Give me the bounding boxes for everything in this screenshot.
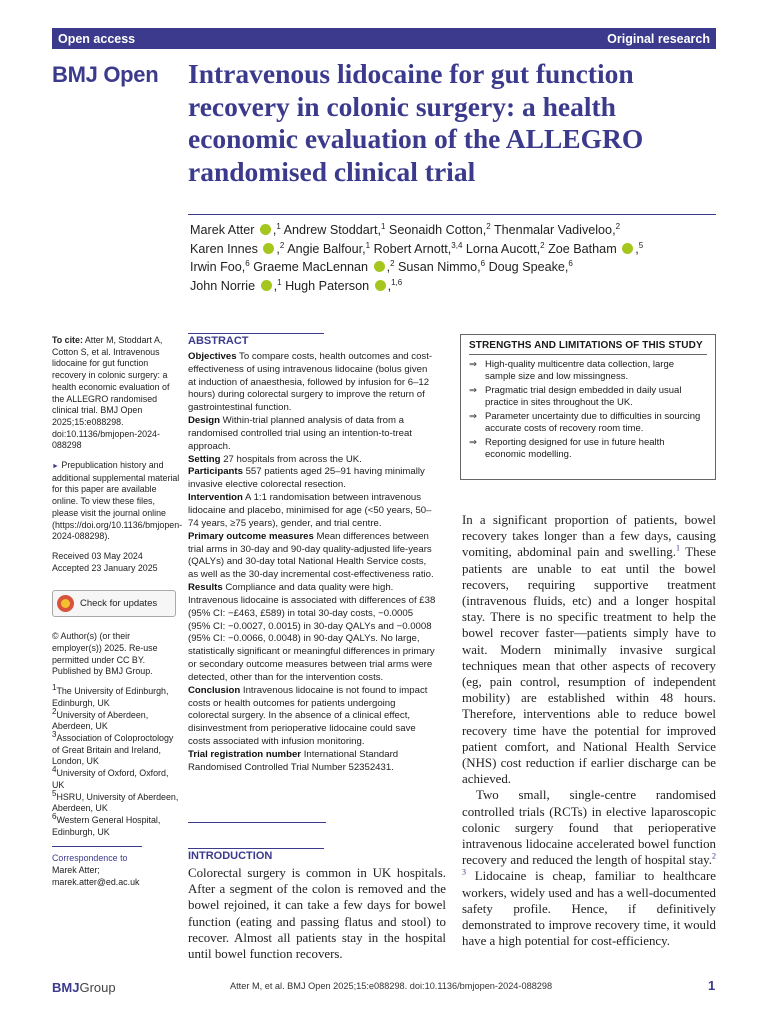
author-name: Hugh Paterson xyxy=(285,278,370,293)
body-text-column xyxy=(462,512,716,949)
double-arrow-icon: ⇒ xyxy=(469,359,477,370)
abstract-paragraph xyxy=(188,582,436,685)
affiliation-number: 1 xyxy=(52,683,57,693)
abstract-text: Intravenous lidocaine is not found to impact costs or health outcomes for patients undergoing colorectal surgery. In the absence of a clinical effect, disinvestment from perioperative lidocaine could save costs associated with infusion monitoring. xyxy=(188,684,428,748)
prepub-note xyxy=(52,460,183,543)
introduction-heading: INTRODUCTION xyxy=(188,848,324,862)
author-name: Karen Innes xyxy=(190,241,258,256)
abstract-label: Design xyxy=(188,415,220,427)
abstract-paragraph xyxy=(188,351,436,415)
body-text: These patients are unable to eat until the bowel recovers, requiring supportive treatment (intravenous fluids, etc) and a longer hospital stay. There is no specific treatment to help the bowel recover faster—patients simply have to wait. Modern minimally invasive surgical techniques mean that other aspects of recovery (eg, pain control, resumption of independent mobility) are established within 48 hours. Therefore, interventions able to reduce bowel recovery time have the potential for improved patient comfort, and National Health Service (NHS) cost reduction if earlier discharge can be achieved. xyxy=(462,545,716,787)
affiliation-number: 2 xyxy=(52,706,57,716)
abstract-text: Within-trial planned analysis of data from a randomised controlled trial using an intention-to-treat approach. xyxy=(188,415,412,452)
affiliation-marker: 2 xyxy=(486,221,491,231)
author-line: Irwin Foo,$^6$ Graeme MacLennan ,$^2$ Susan Nimmo,$^6$ Doug Speake,$^6$ xyxy=(190,259,573,275)
author-name: Angie Balfour xyxy=(287,241,363,256)
orcid-icon[interactable] xyxy=(263,243,274,254)
body-text: Two small, single-centre randomised controlled trials (RCTs) in elective laparoscopic colonic surgery found that perioperative intravenous lidocaine accelerated bowel function recovery and reduced the length of hospital stay. xyxy=(462,788,716,868)
abstract-paragraph xyxy=(188,466,436,492)
abstract-paragraph xyxy=(188,749,436,775)
abstract-text: 557 patients aged 25–91 having minimally invasive elective colorectal resection. xyxy=(188,466,425,491)
affiliation-text: HSRU, University of Aberdeen, Aberdeen, UK xyxy=(52,791,179,814)
correspondence-divider xyxy=(52,846,142,847)
strength-item xyxy=(469,411,707,435)
affiliation-marker: 2 xyxy=(615,221,621,231)
page-number: 1 xyxy=(708,978,716,993)
citation-block xyxy=(52,335,180,452)
author-name: Lorna Aucott xyxy=(465,241,537,256)
affiliation-marker: 3,4 xyxy=(451,240,463,250)
affiliation-text: Western General Hospital, Edinburgh, UK xyxy=(52,814,161,837)
footer-citation: Atter M, et al. BMJ Open 2025;15:e088298. doi:10.1136/bmjopen-2024-088298 xyxy=(230,981,553,991)
abstract-text: International Standard Randomised Controlled Trial Number 52352431. xyxy=(188,749,399,773)
prepub-text: Prepublication history and additional supplemental material for this paper are available online. To view these files, please visit the journal online (https://doi.org/10.1136/bmjopen-2024-088298). xyxy=(52,460,183,542)
author-name: Zoe Batham xyxy=(548,241,617,256)
affiliation-item xyxy=(52,683,180,709)
body-paragraph xyxy=(462,512,716,787)
double-arrow-icon: ⇒ xyxy=(469,437,477,448)
strength-item xyxy=(469,437,707,461)
author-divider xyxy=(188,214,716,215)
abstract-text: A 1:1 randomisation between intravenous lidocaine and placebo, minimised for age (<50 years, 50–74 years, ≥75 years), gender, and trial centre. xyxy=(188,492,432,529)
affiliation-marker: 2 xyxy=(279,240,285,250)
affiliation-item xyxy=(52,730,180,768)
affiliation-marker: 6 xyxy=(568,259,573,268)
abstract-paragraph xyxy=(188,454,436,467)
accepted-date: Accepted 23 January 2025 xyxy=(52,562,158,573)
strength-text: Parameter uncertainty due to difficulties in sourcing accurate costs of recovery room time. xyxy=(485,411,701,434)
affiliation-item xyxy=(52,811,180,838)
orcid-icon[interactable] xyxy=(261,280,272,291)
article-type-label: Original research xyxy=(607,31,710,46)
strength-text: Reporting designed for use in future health economic modelling. xyxy=(485,437,665,460)
orcid-icon[interactable] xyxy=(374,261,385,272)
author-name: Marek Atter xyxy=(190,223,255,237)
introduction-section xyxy=(188,848,446,962)
author-line: Marek Atter ,$^1$ Andrew Stoddart,$^1$ Seonaidh Cotton,$^2$ Thenmalar Vadiveloo,$^2$ xyxy=(190,221,621,237)
abstract-paragraph xyxy=(188,492,436,531)
reference-link[interactable]: 2 3 xyxy=(462,851,716,878)
orcid-icon[interactable] xyxy=(260,224,271,235)
affiliation-text: Association of Coloproctology of Great Britain and Ireland, London, UK xyxy=(52,732,174,767)
body-paragraph xyxy=(462,787,716,949)
body-text: In a significant proportion of patients, bowel recovery takes longer than a few days, causing vomiting, abdominal pain and swelling. xyxy=(462,513,716,560)
author-name: Graeme MacLennan xyxy=(253,260,369,275)
double-arrow-icon: ⇒ xyxy=(469,411,477,422)
affiliation-marker: 6 xyxy=(245,259,250,268)
strength-text: Pragmatic trial design embedded in daily usual practice in sites throughout the UK. xyxy=(485,385,682,408)
author-name: Thenmalar Vadiveloo xyxy=(493,223,613,237)
strengths-limitations-box xyxy=(460,334,716,480)
author-name: Irwin Foo xyxy=(190,260,242,275)
author-line: Karen Innes ,$^2$ Angie Balfour,$^1$ Robert Arnott,$^{3,4}$ Lorna Aucott,$^2$ Zoe Batham ,$^5$ xyxy=(190,240,644,256)
affiliation-number: 5 xyxy=(52,788,57,798)
correspondence-label: Correspondence to xyxy=(52,853,128,864)
author-name: Seonaidh Cotton xyxy=(388,223,483,237)
abstract-label: Intervention xyxy=(188,492,243,504)
affiliation-text: University of Oxford, Oxford, UK xyxy=(52,768,169,790)
abstract-body xyxy=(188,351,436,775)
affiliation-item xyxy=(52,706,180,733)
author-list xyxy=(190,221,716,295)
author-name: John Norrie xyxy=(190,278,256,293)
correspondence-email[interactable]: marek.atter@ed.ac.uk xyxy=(52,876,140,887)
abstract-label: Results xyxy=(188,582,223,594)
strength-text: High-quality multicentre data collection, large sample size and low missingness. xyxy=(485,359,675,382)
affiliation-marker: 5 xyxy=(638,240,644,250)
body-text: Lidocaine is cheap, familiar to healthcare workers, widely used and has a well-documented safety profile. Hence, if definitively demonstrated to improve recovery time, it would have a high potential for cost-efficiency. xyxy=(462,869,716,949)
top-banner xyxy=(52,28,716,49)
affiliation-marker: 6 xyxy=(480,259,486,268)
page-footer xyxy=(0,976,768,996)
affiliation-marker: 1 xyxy=(277,277,282,287)
affiliation-item xyxy=(52,765,180,791)
affiliation-marker: 1,6 xyxy=(391,277,403,287)
affiliation-text: University of Aberdeen, Aberdeen, UK xyxy=(52,709,149,732)
cite-text: Atter M, Stoddart A, Cotton S, et al. Intravenous lidocaine for gut function recovery in colonic surgery: a health economic evaluation of the ALLEGRO randomised clinical trial. BMJ Open 2025;15:e088298. doi:10.1136/bmjopen-2024-088298 xyxy=(52,335,170,451)
abstract-label: Setting xyxy=(188,453,221,465)
abstract-text: 27 hospitals from across the UK. xyxy=(223,453,362,465)
abstract-text: To compare costs, health outcomes and cost-effectiveness of using intravenous lidocaine (bolus given at induction of anaesthesia, followed by infusion for 6–12 hours) during colorectal surgery to improve the return of gastrointestinal function. xyxy=(188,350,433,414)
affiliation-number: 6 xyxy=(52,811,57,821)
abstract-label: Objectives xyxy=(188,350,237,362)
author-name: Robert Arnott xyxy=(373,241,448,256)
abstract-text: Mean differences between trial arms in 30-day and 90-day quality-adjusted life-years (QALYs) and 30-day total National Health Service costs, as well as the 30-day incremental cost-effectiveness ratio. xyxy=(188,530,434,581)
author-name: Doug Speake xyxy=(488,260,565,275)
left-sidebar xyxy=(52,335,183,888)
affiliation-number: 3 xyxy=(52,730,57,740)
article-title: Intravenous lidocaine for gut function recovery in colonic surgery: a health economic evaluation of the ALLEGRO randomised clinical trial xyxy=(188,58,644,187)
affiliation-number: 4 xyxy=(52,765,57,775)
journal-logo: BMJ Open xyxy=(52,62,159,87)
check-for-updates-button[interactable] xyxy=(52,590,176,617)
affiliation-marker: 2 xyxy=(390,259,395,268)
abstract-end-divider xyxy=(188,822,326,823)
orcid-icon[interactable] xyxy=(375,280,386,291)
publisher-logo-rest: Group xyxy=(79,980,116,995)
abstract-text: Compliance and data quality were high. Intravenous lidocaine is associated with differences of £38 (95% CI: −£463, £589) in total 30-day costs, −0.0005 (95% CI: −0.0027, 0.0015) in 30-day QALYs and −0.0008 (95% CI: −0.0066, 0.0048) in 90-day QALYs. No large, statistically significant or meaningful differences in primary or secondary outcome measures between trial arms were detected, other than for the intervention costs. xyxy=(188,582,436,683)
strengths-list xyxy=(469,359,707,461)
publisher-logo-bold: BMJ xyxy=(52,980,80,995)
author-name: Andrew Stoddart xyxy=(283,223,378,237)
affiliation-marker: 1 xyxy=(380,221,386,231)
double-arrow-icon: ⇒ xyxy=(469,385,477,396)
affiliation-marker: 1 xyxy=(365,240,371,250)
strengths-heading: STRENGTHS AND LIMITATIONS OF THIS STUDY xyxy=(469,340,707,355)
author-line: John Norrie ,$^1$ Hugh Paterson ,$^{1,6}$ xyxy=(190,277,403,293)
abstract-label: Conclusion xyxy=(188,684,241,696)
copyright-text: © Author(s) (or their employer(s)) 2025. Re-use permitted under CC BY. Published by BMJ Group. xyxy=(52,631,158,677)
check-updates-label: Check for updates xyxy=(80,598,158,609)
intro-paragraph: Colorectal surgery is common in UK hospitals. After a segment of the colon is removed and the bowel rejoined, it can take a few days for bowel function (eating and passing flatus and stool) to recover. Almost all patients stay in the hospital until bowel function recovers. xyxy=(188,866,446,962)
open-access-label: Open access xyxy=(58,31,136,46)
abstract-label: Trial registration number xyxy=(188,749,302,760)
abstract-paragraph xyxy=(188,531,436,582)
affiliation-item xyxy=(52,788,180,815)
publisher-logo xyxy=(52,980,116,995)
abstract-section xyxy=(188,333,436,775)
strength-item xyxy=(469,385,707,409)
affiliation-marker: 2 xyxy=(540,240,545,250)
affiliations-list xyxy=(52,683,180,838)
received-date: Received 03 May 2024 xyxy=(52,550,143,561)
author-name: Susan Nimmo xyxy=(398,260,478,275)
crossmark-icon xyxy=(57,595,74,612)
triangle-icon: ► xyxy=(52,463,59,471)
abstract-paragraph xyxy=(188,685,436,749)
reference-link[interactable]: 1 xyxy=(675,544,680,554)
strength-item xyxy=(469,359,707,383)
correspondence-name: Marek Atter; xyxy=(52,865,100,876)
affiliation-marker: 1 xyxy=(276,221,281,231)
orcid-icon[interactable] xyxy=(622,243,633,254)
abstract-label: Primary outcome measures xyxy=(188,530,314,542)
abstract-paragraph xyxy=(188,415,436,454)
affiliation-text: The University of Edinburgh, Edinburgh, UK xyxy=(52,686,169,708)
cite-label: To cite: xyxy=(52,335,83,345)
abstract-heading: ABSTRACT xyxy=(188,333,324,348)
abstract-label: Participants xyxy=(188,466,243,478)
